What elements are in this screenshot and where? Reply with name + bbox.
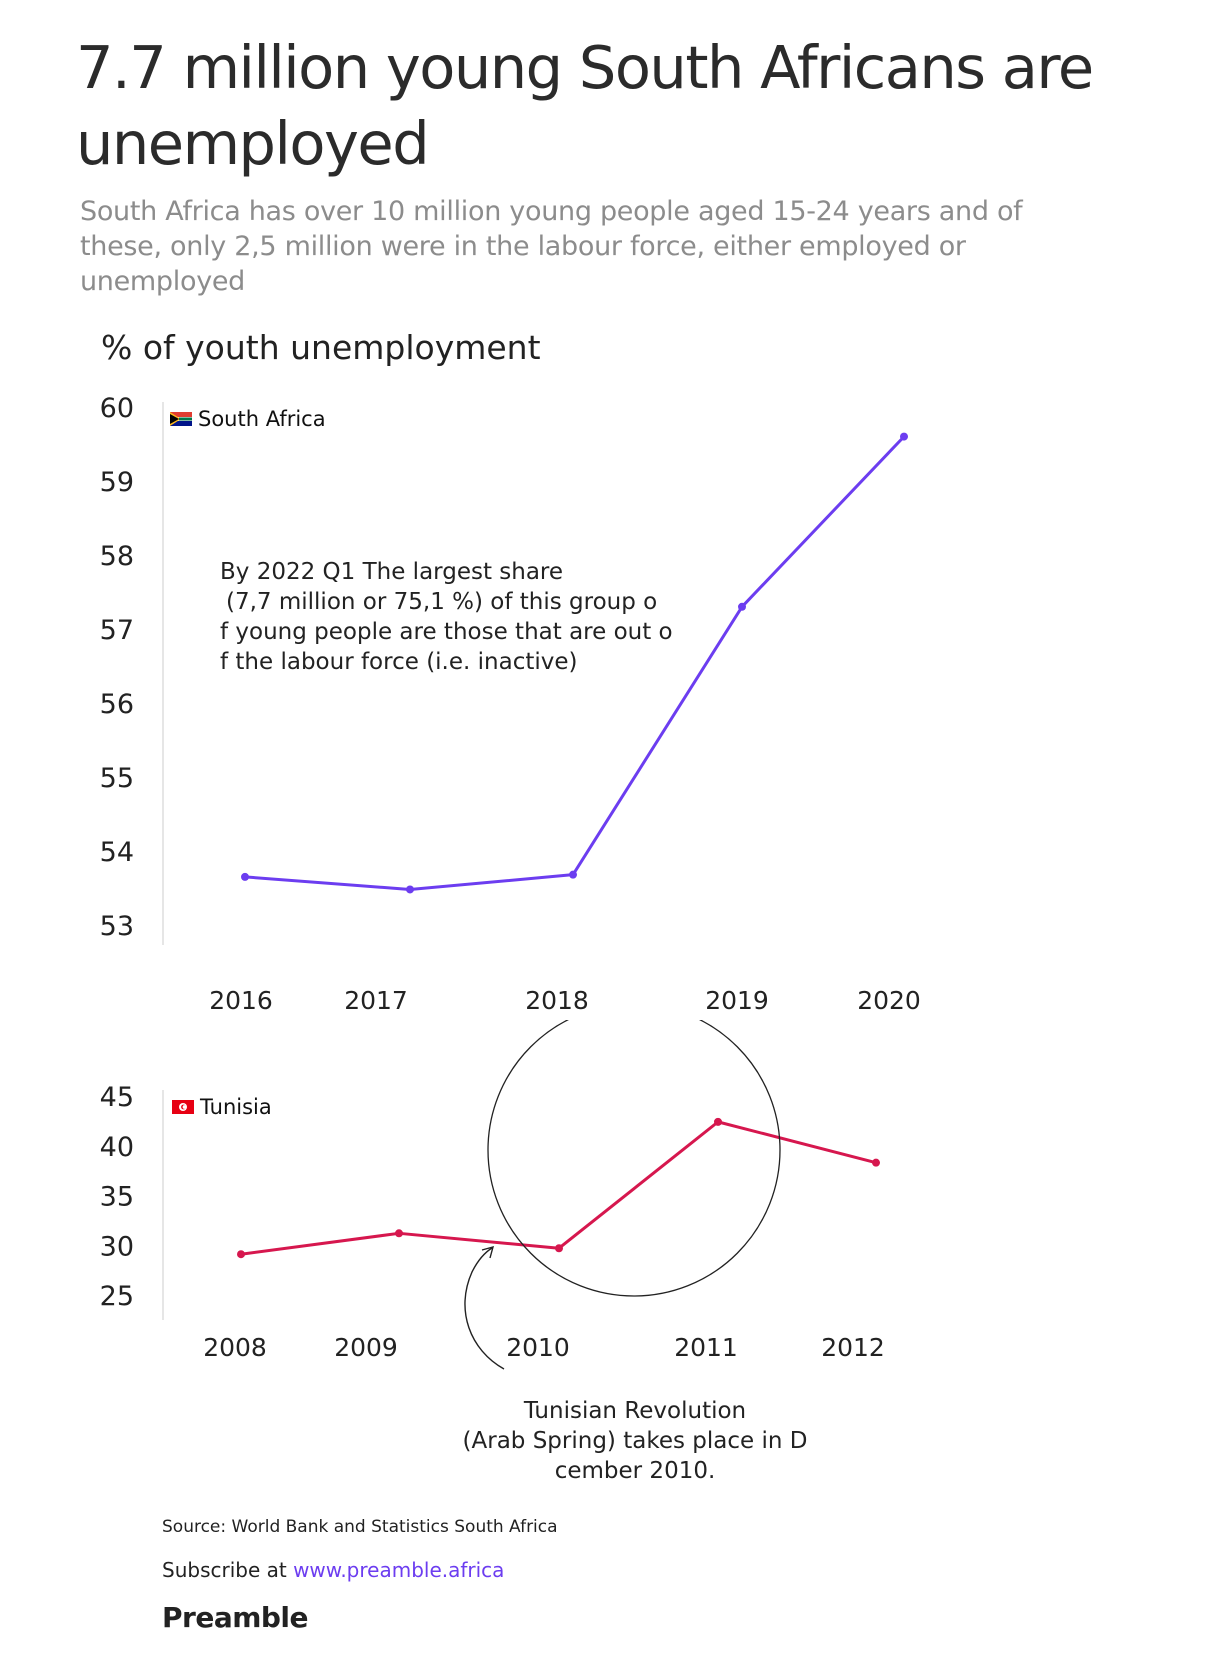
x-tick-label: 2017 <box>344 986 408 1015</box>
subscribe-link[interactable]: www.preamble.africa <box>293 1558 505 1582</box>
subscribe-line <box>162 1558 504 1582</box>
annotation-text: Tunisian Revolution (Arab Spring) takes place in D cember 2010. <box>462 1398 808 1484</box>
tunisia-chart <box>0 1020 1212 1510</box>
x-tick-label: 2011 <box>674 1333 738 1362</box>
x-tick-label: 2008 <box>203 1333 267 1362</box>
page-subtitle: South Africa has over 10 million young people aged 15-24 years and of these, only 2,5 million were in the labour force, either employed or unemployed <box>80 196 1023 297</box>
data-point <box>900 433 908 441</box>
data-point <box>237 1250 245 1258</box>
data-point <box>555 1244 563 1252</box>
x-tick-label: 2012 <box>821 1333 885 1362</box>
x-tick-label: 2016 <box>209 986 273 1015</box>
y-tick-label: 58 <box>99 541 134 572</box>
data-point <box>406 885 414 893</box>
tunisia-flag-icon <box>172 1100 194 1114</box>
y-tick-label: 60 <box>99 393 134 424</box>
data-point <box>872 1159 880 1167</box>
annotation-text: By 2022 Q1 The largest share (7,7 million or 75,1 %) of this group o f young people are those that are out o f the labour force (i.e. inactive) <box>220 559 673 675</box>
chart-title: % of youth unemployment <box>101 328 541 367</box>
y-tick-label: 53 <box>99 911 134 942</box>
data-point <box>569 871 577 879</box>
data-point <box>241 873 249 881</box>
y-tick-label: 59 <box>99 467 134 498</box>
series-line-tunisia <box>241 1122 876 1254</box>
x-tick-label: 2010 <box>506 1333 570 1362</box>
data-point <box>738 603 746 611</box>
y-tick-label: 56 <box>99 689 134 720</box>
south-africa-flag-icon <box>170 412 192 426</box>
y-tick-label: 45 <box>99 1082 134 1113</box>
page-title: 7.7 million young South Africans are unemployed <box>76 33 1093 178</box>
y-tick-label: 55 <box>99 763 134 794</box>
x-tick-label: 2009 <box>334 1333 398 1362</box>
highlight-circle <box>488 1020 780 1296</box>
south-africa-chart <box>0 380 1212 1020</box>
y-tick-label: 57 <box>99 615 134 646</box>
y-tick-label: 30 <box>99 1231 134 1263</box>
legend-label: South Africa <box>198 407 326 431</box>
brand-logo: Preamble <box>162 1601 309 1634</box>
x-tick-label: 2019 <box>705 986 769 1015</box>
data-point <box>714 1118 722 1126</box>
x-tick-label: 2018 <box>525 986 589 1015</box>
y-tick-label: 35 <box>99 1181 134 1213</box>
legend-label: Tunisia <box>200 1095 272 1119</box>
subscribe-prefix: Subscribe at <box>162 1558 294 1582</box>
annotation-arrow <box>465 1248 504 1369</box>
y-tick-label: 54 <box>99 837 134 868</box>
x-tick-label: 2020 <box>857 986 921 1015</box>
y-tick-label: 40 <box>99 1131 134 1163</box>
source-note: Source: World Bank and Statistics South Africa <box>162 1517 558 1537</box>
y-tick-label: 25 <box>99 1281 134 1312</box>
data-point <box>395 1229 403 1237</box>
